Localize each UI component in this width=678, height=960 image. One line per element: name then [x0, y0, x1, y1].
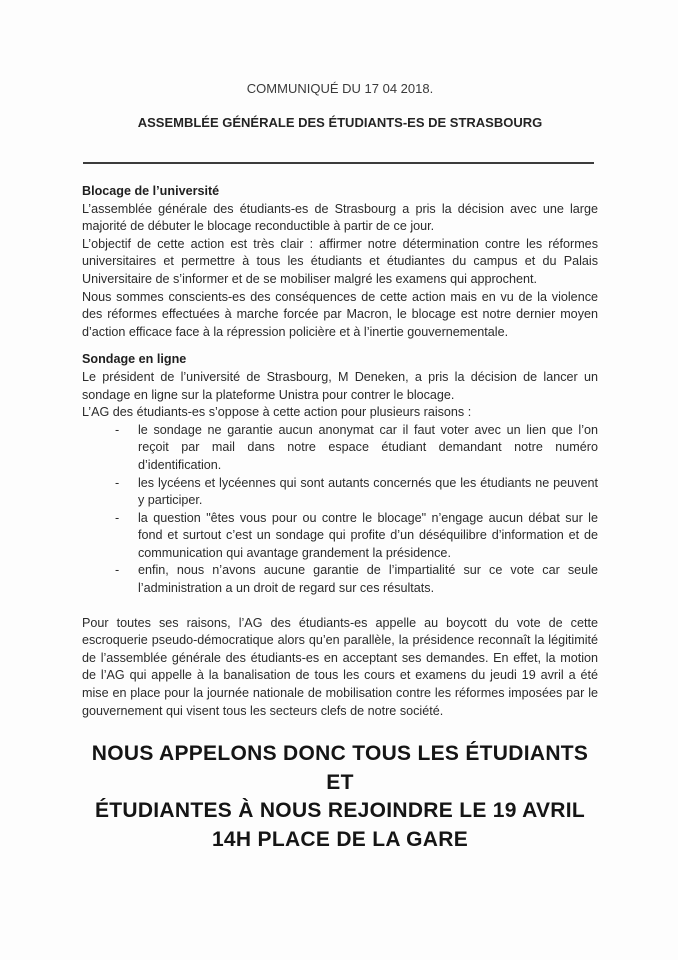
reasons-bullet-list	[82, 422, 598, 598]
bullet-text: le sondage ne garantie aucun anonymat car il faut voter avec un lien que l’on reçoit par mail dans notre espace étudiant demandant notre numéro d’identification.	[138, 422, 598, 472]
list-item	[82, 422, 598, 475]
communique-date-title: COMMUNIQUÉ DU 17 04 2018.	[246, 81, 434, 96]
list-item	[82, 510, 598, 563]
bullet-marker: -	[115, 563, 120, 578]
assembly-title: ASSEMBLÉE GÉNÉRALE DES ÉTUDIANTS-ES DE STRASBOURG	[137, 115, 543, 130]
section-heading-sondage: Sondage en ligne	[82, 352, 187, 367]
bullet-marker: -	[115, 422, 120, 437]
list-item	[82, 475, 598, 510]
paragraph: L’assemblée générale des étudiants-es de Strasbourg a pris la décision avec une large majorité de débuter le blocage reconductible à partir de ce jour.	[82, 201, 598, 234]
bullet-text: les lycéens et lycéennes qui sont autants concernés que les étudiants ne peuvent y participer.	[138, 475, 598, 508]
section-sondage	[82, 351, 598, 597]
bullet-text: la question "êtes vous pour ou contre le blocage" n’engage aucun débat sur le fond et surtout c’est un sondage qui profite d’un déséquilibre d’information et de communication qui avantage grandement la présidence.	[138, 510, 598, 560]
call-to-action-banner	[82, 740, 598, 854]
cta-line: NOUS APPELONS DONC TOUS LES ÉTUDIANTS ET	[91, 742, 589, 794]
bullet-text: enfin, nous n’avons aucune garantie de l’impartialité sur ce vote car seule l’administration a un droit de regard sur ces résultats.	[138, 563, 598, 596]
bullet-marker: -	[115, 510, 120, 525]
closing-paragraph: Pour toutes ses raisons, l’AG des étudiants-es appelle au boycott du vote de cette escroquerie pseudo-démocratique alors qu’en parallèle, la présidence reconnaît la légitimité de l’assemblée générale des étudiants-es en acceptant ses demandes. En effet, la motion de l’AG qui appelle à la banalisation de tous les cours et examens du jeudi 19 avril a été mise en place pour la journée nationale de mobilisation contre les réformes imposées par le gouvernement qui visent tous les secteurs clefs de notre société.	[82, 615, 598, 718]
section-blocage	[82, 183, 598, 341]
paragraph: Nous sommes conscients-es des conséquences de cette action mais en vu de la violence des réformes effectuées à marche forcée par Macron, le blocage est notre dernier moyen d’action efficace face à la répression policière et à l’inertie gouvernementale.	[82, 289, 598, 339]
cta-line: ÉTUDIANTES À NOUS REJOINDRE LE 19 AVRIL	[94, 799, 586, 823]
paragraph: L’AG des étudiants-es s’oppose à cette action pour plusieurs raisons :	[82, 405, 472, 420]
header-divider	[83, 162, 594, 164]
list-item	[82, 562, 598, 597]
bullet-marker: -	[115, 475, 120, 490]
closing-section	[82, 615, 598, 721]
cta-line: 14H PLACE DE LA GARE	[211, 828, 469, 851]
document-content	[82, 0, 598, 855]
paragraph: L’objectif de cette action est très clair : affirmer notre détermination contre les réformes universitaires et permettre à tous les étudiants et étudiantes du campus et du Palais Universitaire de s’informer et de se mobiliser malgré les examens qui approchent.	[82, 236, 598, 286]
paragraph: Le président de l’université de Strasbourg, M Deneken, a pris la décision de lancer un sondage en ligne sur la plateforme Unistra pour contrer le blocage.	[82, 369, 598, 402]
section-heading-blocage: Blocage de l’université	[82, 184, 220, 198]
